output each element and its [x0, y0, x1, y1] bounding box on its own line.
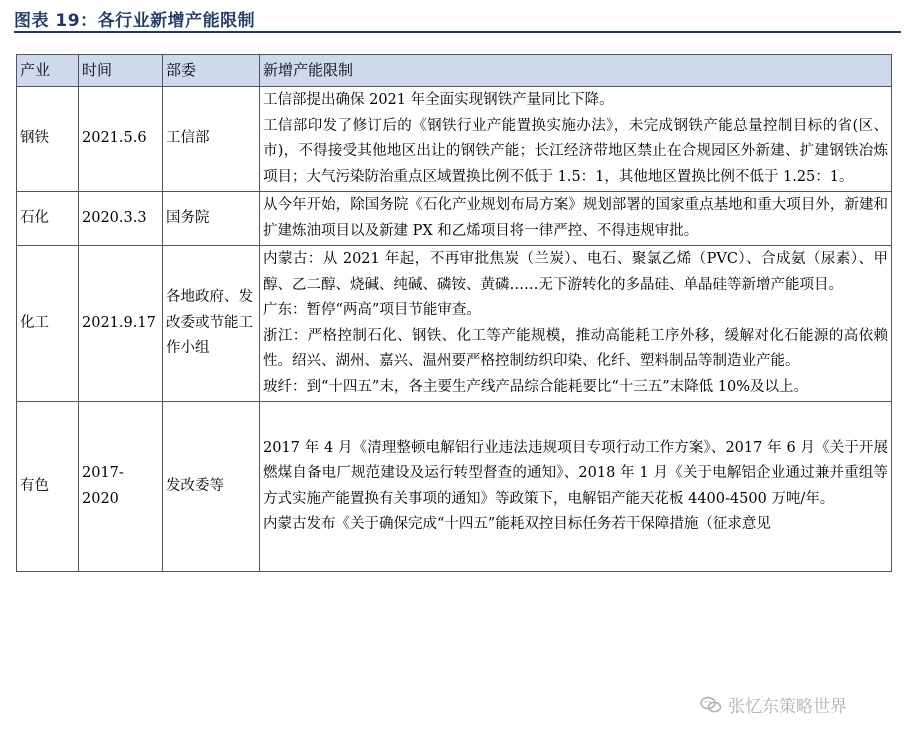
cell-limit-clip [263, 436, 888, 538]
limit-text: 工信部印发了修订后的《钢铁行业产能置换实施办法》，未完成钢铁产能总量控制目标的省(区、市)，不得接受其他地区出让的钢铁产能；长江经济带地区禁止在合规园区外新建、扩建钢铁冶炼项目；大气污染防治重点区域置换比例不低于 1.5：1，其他地区置换比例不低于 1.25：1。 [263, 117, 888, 185]
cell-ministry: 各地政府、发改委或节能工作小组 [163, 246, 260, 402]
limit-text: 2017 年 4 月《清理整顿电解铝行业违法违规项目专项行动工作方案》、2017 年 6 月《关于开展燃煤自备电厂规范建设及运行转型督查的通知》、2018 年 1 月《关于电解铝企业通过兼并重组等方式实施产能置换有关事项的通知》等政策下，电解铝产能天花板 4400-4500 万吨/年。 [263, 439, 888, 507]
header-industry: 产业 [17, 55, 79, 87]
cell-date: 2021.5.6 [79, 87, 163, 192]
cell-limit [260, 402, 892, 572]
cell-industry: 钢铁 [17, 87, 79, 192]
limit-text: 玻纤：到“十四五”末，各主要生产线产品综合能耗要比“十三五”末降低 10%及以上。 [263, 378, 808, 395]
table-row [17, 192, 892, 246]
wechat-icon [700, 696, 722, 714]
limit-text: 从今年开始，除国务院《石化产业规划布局方案》规划部署的国家重点基地和重大项目外，新建和扩建炼油项目以及新建 PX 和乙烯项目将一律严控、不得违规审批。 [263, 197, 888, 239]
cell-date: 2017-2020 [79, 402, 163, 572]
cell-date: 2020.3.3 [79, 192, 163, 246]
cell-limit [260, 87, 892, 192]
cell-ministry: 国务院 [163, 192, 260, 246]
cell-ministry: 工信部 [163, 87, 260, 192]
watermark-text: 张忆东策略世界 [728, 697, 847, 717]
cell-limit [260, 246, 892, 402]
cell-limit [260, 192, 892, 246]
table-row [17, 246, 892, 402]
limit-text: 浙江：严格控制石化、钢铁、化工等产能规模，推动高能耗工序外移，缓解对化石能源的高依赖性。绍兴、湖州、嘉兴、温州要严格控制纺织印染、化纤、塑料制品等制造业产能。 [263, 327, 888, 369]
limit-text: 内蒙古发布《关于确保完成“十四五”能耗双控目标任务若干保障措施（征求意见 [263, 516, 771, 532]
limit-text: 内蒙古：从 2021 年起，不再审批焦炭（兰炭）、电石、聚氯乙烯（PVC）、合成氨（尿素）、甲醇、乙二醇、烧碱、纯碱、磷铵、黄磷……无下游转化的多晶硅、单晶硅等新增产能项目。 [263, 251, 888, 293]
header-limit: 新增产能限制 [260, 55, 892, 87]
cell-industry: 有色 [17, 402, 79, 572]
cell-date: 2021.9.17 [79, 246, 163, 402]
header-ministry: 部委 [163, 55, 260, 87]
header-date: 时间 [79, 55, 163, 87]
capacity-limit-table [16, 54, 892, 572]
table-header-row [17, 55, 892, 87]
limit-text: 工信部提出确保 2021 年全面实现钢铁产量同比下降。 [263, 92, 614, 108]
figure-title: 图表 19：各行业新增产能限制 [14, 11, 256, 31]
table-row [17, 87, 892, 192]
limit-text: 广东：暂停“两高”项目节能审查。 [263, 302, 481, 318]
watermark [700, 692, 847, 717]
cell-ministry: 发改委等 [163, 402, 260, 572]
title-divider [14, 31, 901, 33]
cell-industry: 化工 [17, 246, 79, 402]
cell-industry: 石化 [17, 192, 79, 246]
table-row [17, 402, 892, 572]
